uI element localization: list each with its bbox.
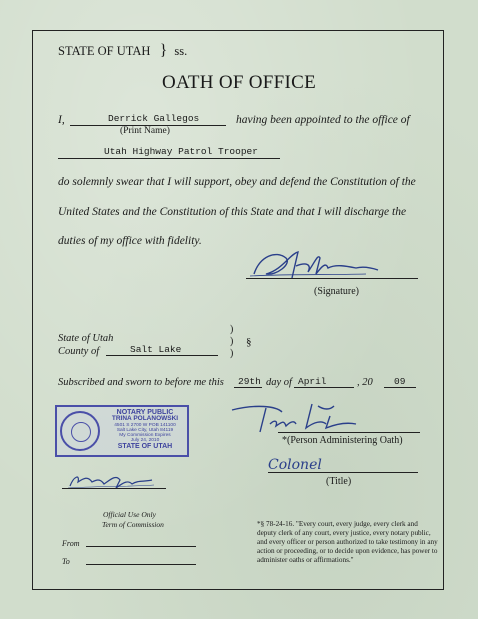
administering-signature-line (278, 432, 420, 433)
statute-text: *§ 78-24-16. "Every court, every judge, every clerk and deputy clerk of any court, every justice, every notary public, and every officer or person authorized to take testimony in any action or proceeding, or to decide upon evidence, has power to administer oaths or affirmations." (257, 520, 438, 564)
venue-header (58, 42, 187, 60)
county-field (106, 344, 218, 356)
i-label: I, (58, 114, 65, 126)
from-label: From (62, 539, 80, 548)
office-value: Utah Highway Patrol Trooper (104, 146, 258, 157)
title-line (268, 472, 418, 473)
signature-line (246, 278, 418, 279)
stamp-line-5: My Commission Expires (119, 433, 171, 439)
oath-line-1: do solemnly swear that I will support, obey and defend the Constitution of the (58, 176, 416, 188)
stamp-line-1: NOTARY PUBLIC (116, 409, 174, 416)
venue-paren-bot: ) (230, 348, 234, 359)
official-use-heading: Official Use Only (103, 510, 156, 519)
appointed-text: having been appointed to the office of (236, 114, 410, 126)
stamp-line-4: Salt Lake City, Utah 84119 (116, 428, 174, 434)
stamp-line-6: July 24, 2010 (130, 438, 160, 444)
venue-paren-mid: ) (230, 336, 234, 347)
month-value: April (298, 376, 327, 387)
stamp-line-2: TRINA POLANOWSKI (111, 415, 179, 423)
day-value: 29th (238, 376, 261, 387)
subscribed-text: Subscribed and sworn to before me this (58, 377, 224, 388)
name-value: Derrick Gallegos (108, 113, 200, 124)
title-caption: (Title) (326, 476, 352, 487)
stamp-line-3: 4501 S 2700 W POB 141100 (114, 423, 176, 429)
year-prefix: , 20 (357, 377, 373, 388)
to-line (86, 564, 196, 565)
document-title: OATH OF OFFICE (161, 72, 317, 93)
month-field (294, 376, 354, 388)
notary-stamp (55, 405, 189, 457)
ss-label: ss. (174, 44, 188, 58)
year-value: 09 (394, 376, 406, 387)
office-field (58, 146, 280, 159)
administering-signature-image (226, 398, 376, 436)
stamp-line-7: STATE OF UTAH (117, 443, 173, 451)
brace: } (159, 42, 168, 59)
print-name-caption: (Print Name) (120, 126, 170, 136)
name-field (70, 113, 226, 126)
year-field (384, 376, 416, 388)
county-value: Salt Lake (130, 344, 182, 355)
oath-line-3: duties of my office with fidelity. (58, 235, 202, 247)
day-field (234, 376, 262, 388)
signature-caption: (Signature) (314, 286, 359, 297)
venue-paren-top: ) (230, 324, 234, 335)
from-line (86, 546, 196, 547)
title-value: Colonel (268, 457, 322, 473)
term-of-commission-heading: Term of Commission (102, 520, 164, 529)
section-mark: § (246, 336, 252, 348)
to-label: To (62, 557, 70, 566)
notary-signature-line (62, 488, 166, 489)
notary-seal-icon (60, 411, 100, 451)
day-of-label: day of (266, 377, 292, 388)
state-label: STATE OF UTAH (58, 44, 151, 58)
venue-state-label: State of Utah (58, 333, 114, 344)
administering-caption: *(Person Administering Oath) (282, 435, 403, 446)
oath-line-2: United States and the Constitution of this State and that I will discharge the (58, 206, 407, 218)
venue-county-label: County of (58, 346, 100, 357)
